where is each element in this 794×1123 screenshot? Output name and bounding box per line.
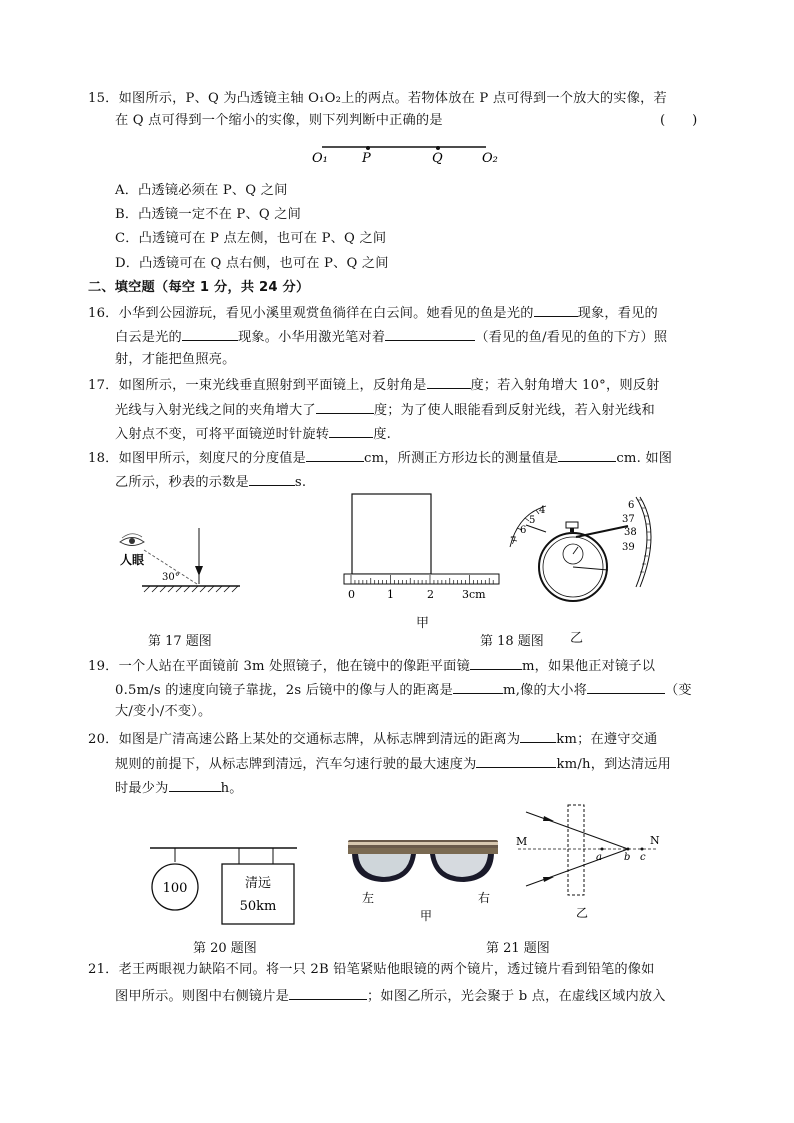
label-o2: O₂ [482, 151, 498, 166]
q19-blank-2[interactable] [453, 680, 503, 694]
ruler-label-0: 0 [348, 588, 355, 601]
sub-dial-5: 5 [529, 515, 536, 526]
left-lens-label: 左 [362, 891, 375, 905]
eye-label: 人眼 [120, 553, 145, 567]
q15-line1: 15．如图所示，P、Q 为凸透镜主轴 O₁O₂上的两点。若物体放在 P 点可得到一个放大的实像，若 [88, 91, 667, 106]
label-a: a [596, 852, 602, 863]
q17-line2: 光线与入射光线之间的夹角增大了 度；为了使人眼能看到反射光线，若入射光线和 [115, 400, 655, 419]
q20-blank-1[interactable] [520, 729, 556, 743]
q19-line3: 大/变小/不变）。 [115, 704, 212, 719]
ruler-label-3: 3cm [462, 588, 486, 601]
fig18-yi-label: 乙 [570, 631, 584, 646]
q16-line3: 射，才能把鱼照亮。 [115, 352, 236, 367]
sec-scale-37: 37 [622, 514, 635, 525]
label-o1: O₁ [312, 151, 328, 166]
q15-option-c: C．凸透镜可在 P 点左侧，也可在 P、Q 之间 [115, 231, 387, 246]
q18-blank-2[interactable] [558, 448, 616, 462]
fig21-ray-diagram [510, 802, 670, 922]
section-2-title: 二、填空题（每空 1 分，共 24 分） [88, 280, 310, 295]
q16-blank-3[interactable] [385, 327, 475, 341]
q15-figure [300, 138, 510, 168]
distance-value: 50km [239, 899, 277, 914]
fig21-jia-label: 甲 [420, 909, 433, 923]
q17-blank-2[interactable] [316, 400, 374, 414]
q19-blank-1[interactable] [470, 656, 522, 670]
sec-scale-38: 38 [624, 527, 637, 538]
q16-blank-1[interactable] [534, 303, 578, 317]
fig21-glasses-figure [342, 832, 502, 924]
q15-option-d: D．凸透镜可在 Q 点右侧，也可在 P、Q 之间 [115, 256, 389, 271]
sub-dial-7: 7 [510, 536, 517, 547]
fig17-caption: 第 17 题图 [148, 634, 212, 649]
q15-line2: 在 Q 点可得到一个缩小的实像，则下列判断中正确的是 [115, 113, 443, 128]
fig18-jia-label: 甲 [416, 616, 430, 631]
stopwatch-icon [510, 497, 651, 601]
label-p: P [362, 151, 371, 166]
q20-blank-3[interactable] [169, 778, 221, 792]
q19-line2: 0.5m/s 的速度向镜子靠拢，2s 后镜中的像与人的距离是 m,像的大小将 （变 [115, 680, 692, 699]
q16-line2: 白云是光的 现象。小华用激光笔对着 （看见的鱼/看见的鱼的下方）照 [115, 327, 667, 346]
fig20-traffic-sign [145, 840, 305, 932]
q19-blank-3[interactable] [587, 680, 665, 694]
q17-line1: 17．如图所示，一束光线垂直照射到平面镜上，反射角是 度；若入射角增大 10°，则反射 [88, 375, 660, 394]
label-n: N [650, 834, 660, 847]
distance-place: 清远 [244, 876, 272, 891]
q15-answer-paren: ( ) [660, 113, 698, 128]
q20-line3: 时最少为 h。 [115, 778, 243, 797]
q19-line1: 19．一个人站在平面镜前 3m 处照镜子，他在镜中的像距平面镜 m，如果他正对镜子以 [88, 656, 655, 675]
label-b: b [624, 852, 631, 863]
sec-scale-39: 39 [622, 542, 635, 553]
fig20-caption: 第 20 题图 [193, 941, 257, 956]
q21-line2: 图甲所示。则图中右侧镜片是 ；如图乙所示，光会聚于 b 点，在虚线区域内放入 [115, 986, 666, 1005]
q18-line1: 18．如图甲所示，刻度尺的分度值是 cm，所测正方形边长的测量值是 cm. 如图 [88, 448, 672, 467]
q17-blank-1[interactable] [427, 375, 471, 389]
q18-blank-1[interactable] [306, 448, 364, 462]
q17-blank-3[interactable] [329, 424, 373, 438]
q18-line2: 乙所示，秒表的示数是 s. [115, 472, 306, 491]
angle-label: 30° [162, 572, 180, 583]
glasses-icon [348, 840, 498, 882]
label-q: Q [432, 151, 443, 166]
ruler-label-2: 2 [427, 588, 434, 601]
speed-limit-value: 100 [162, 881, 188, 896]
q20-line2: 规则的前提下，从标志牌到清远，汽车匀速行驶的最大速度为 km/h，到达清远用 [115, 754, 671, 773]
fig21-yi-label: 乙 [576, 906, 589, 920]
q17-line3: 入射点不变，可将平面镜逆时针旋转 度. [115, 424, 391, 443]
q20-blank-2[interactable] [476, 754, 556, 768]
q15-option-a: A．凸透镜必须在 P、Q 之间 [115, 183, 288, 198]
sub-dial-4: 4 [539, 505, 546, 516]
fig18-stopwatch-figure [498, 492, 658, 622]
label-m: M [516, 835, 528, 848]
q21-blank-1[interactable] [289, 986, 367, 1000]
right-lens-label: 右 [478, 891, 491, 905]
fig18-ruler-figure [340, 492, 505, 607]
fig17-mirror-diagram [110, 520, 250, 600]
q21-line1: 21．老王两眼视力缺陷不同。将一只 2B 铅笔紧贴他眼镜的两个镜片，透过镜片看到铅笔的像如 [88, 962, 655, 977]
q15-option-b: B．凸透镜一定不在 P、Q 之间 [115, 207, 302, 222]
ruler-label-1: 1 [387, 588, 394, 601]
fig18-caption: 第 18 题图 [480, 634, 544, 649]
sec-scale-6: 6 [628, 500, 635, 511]
label-c: c [640, 852, 646, 863]
distance-sign [222, 864, 294, 924]
eye-icon [120, 534, 144, 546]
q20-line1: 20．如图是广清高速公路上某处的交通标志牌，从标志牌到清远的距离为 km；在遵守交通 [88, 729, 657, 748]
q16-line1: 16．小华到公园游玩，看见小溪里观赏鱼徜徉在白云间。她看见的鱼是光的 现象，看见的 [88, 303, 658, 322]
sub-dial-6: 6 [520, 525, 527, 536]
q16-blank-2[interactable] [182, 327, 238, 341]
q18-blank-3[interactable] [249, 472, 295, 486]
fig21-caption: 第 21 题图 [486, 941, 550, 956]
